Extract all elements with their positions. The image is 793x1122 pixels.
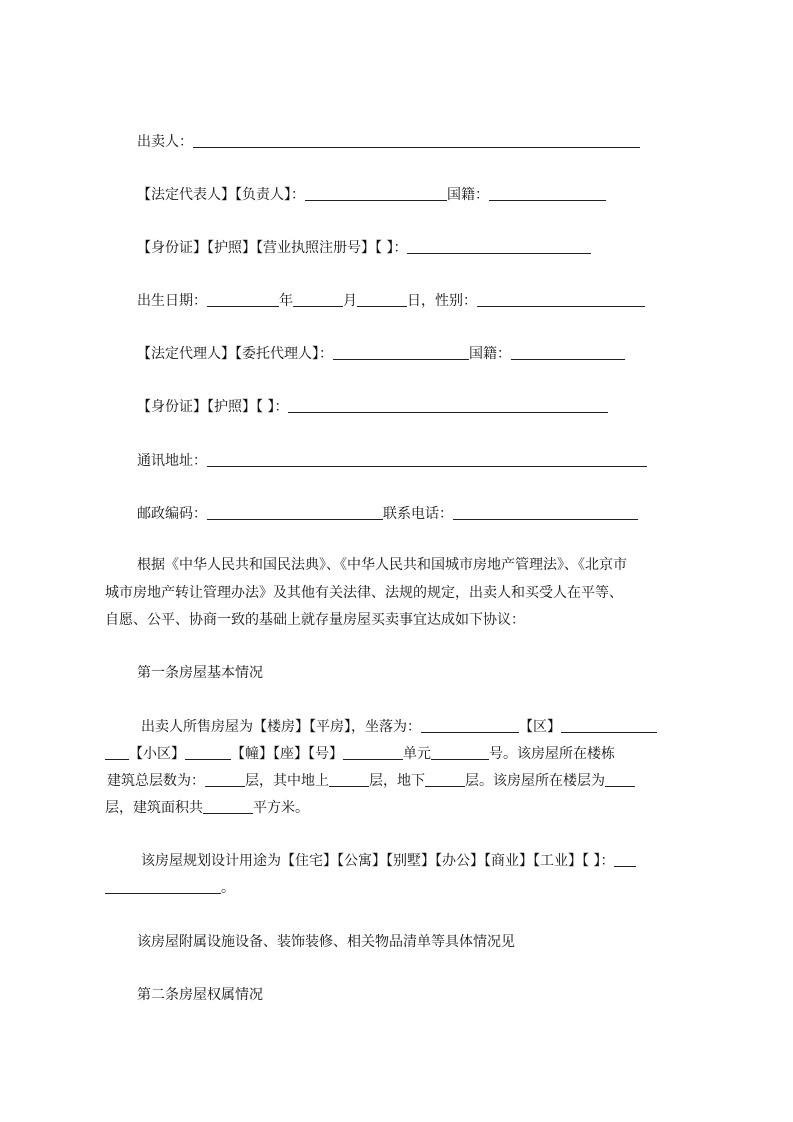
p1-text-e: 单元 (403, 746, 431, 762)
p1-text-i: 层，地下 (369, 773, 425, 789)
article1-p2-line1 (141, 851, 636, 871)
id-doc-line-2 (137, 397, 608, 417)
below-ground-floors-field[interactable] (425, 772, 465, 787)
birth-month-field[interactable] (293, 292, 343, 307)
nationality-field-1[interactable] (489, 186, 606, 201)
preamble-line-3: 自愿、公平、协商一致的基础上就存量房屋买卖事宜达成如下协议： (105, 612, 525, 628)
nationality-label-1: 国籍： (447, 187, 489, 203)
phone-field[interactable] (453, 505, 638, 520)
p2-text-b: 。 (221, 880, 235, 896)
birth-day-field[interactable] (357, 292, 407, 307)
district-field-cont[interactable] (105, 745, 129, 760)
preamble-line-2: 城市房地产转让管理办法》及其他有关法律、法规的规定，出卖人和买受人在平等、 (105, 585, 623, 601)
p2-text-a: 该房屋规划设计用途为【住宅】【公寓】【别墅】【办公】【商业】【工业】【 】： (141, 853, 615, 869)
seller-line (137, 132, 640, 152)
p1-text-d: 【幢】【座】【号】 (231, 746, 343, 762)
agent-label: 【法定代理人】【委托代理人】： (137, 346, 333, 362)
gender-field[interactable] (477, 292, 645, 307)
article1-p1-line3 (107, 771, 635, 791)
agent-field[interactable] (333, 345, 469, 360)
article1-heading: 第一条房屋基本情况 (137, 665, 263, 681)
birth-year-field[interactable] (207, 292, 279, 307)
day-gender-label: 日，性别： (407, 293, 477, 309)
preamble-line-1: 根据《中华人民共和国民法典》、《中华人民共和国城市房地产管理法》、《北京市 (137, 557, 627, 573)
year-label: 年 (279, 293, 293, 309)
p1-text-k: 层，建筑面积共 (105, 800, 203, 816)
article1-p1-line2 (105, 744, 615, 764)
id-doc-label-2: 【身份证】【护照】【 】： (137, 399, 289, 415)
id-doc-line-1 (137, 238, 591, 258)
month-label: 月 (343, 293, 357, 309)
birth-line (137, 291, 645, 311)
nationality-field-2[interactable] (511, 345, 625, 360)
id-doc-field-1[interactable] (407, 239, 591, 254)
p1-text-c: 【小区】 (129, 746, 185, 762)
p1-text-h: 层，其中地上 (245, 773, 329, 789)
id-doc-label-1: 【身份证】【护照】【营业执照注册号】【 】： (137, 240, 408, 256)
phone-label: 联系电话： (383, 506, 453, 522)
postcode-line (137, 504, 638, 524)
p1-text-j: 层。该房屋所在楼层为 (465, 773, 605, 789)
article2-heading: 第二条房屋权属情况 (137, 987, 263, 1003)
community-field[interactable] (185, 745, 231, 760)
birth-label: 出生日期： (137, 293, 207, 309)
seller-name-field[interactable] (193, 133, 640, 148)
above-ground-floors-field[interactable] (329, 772, 369, 787)
legal-rep-label: 【法定代表人】【负责人】： (137, 187, 305, 203)
building-number-field[interactable] (343, 745, 403, 760)
p1-text-g: 建筑总层数为： (107, 773, 205, 789)
p1-text-f: 号。该房屋所在楼栋 (489, 746, 615, 762)
total-floors-field[interactable] (205, 772, 245, 787)
seller-label: 出卖人： (137, 134, 193, 150)
floor-field[interactable] (605, 772, 635, 787)
postcode-field[interactable] (207, 505, 383, 520)
article1-p3: 该房屋附属设施设备、装饰装修、相关物品清单等具体情况见 (137, 934, 515, 950)
legal-rep-line (137, 185, 606, 205)
p1-text-a: 出卖人所售房屋为【楼房】【平房】，坐落为： (141, 719, 421, 735)
usage-field[interactable] (614, 852, 636, 867)
unit-field[interactable] (431, 745, 489, 760)
address-label: 通讯地址： (137, 453, 207, 469)
area-field[interactable] (203, 799, 253, 814)
address-field[interactable] (207, 452, 647, 467)
legal-rep-field[interactable] (305, 186, 447, 201)
p1-text-b: 【区】 (519, 719, 561, 735)
usage-field-cont[interactable] (105, 879, 221, 894)
article1-p1-line4 (105, 798, 309, 818)
postcode-label: 邮政编码： (137, 506, 207, 522)
article1-p1-line1 (141, 717, 657, 737)
p1-text-l: 平方米。 (253, 800, 309, 816)
article1-p2-line2 (105, 878, 235, 898)
address-line (137, 451, 647, 471)
location-field[interactable] (421, 718, 519, 733)
district-field[interactable] (561, 718, 657, 733)
id-doc-field-2[interactable] (288, 398, 608, 413)
agent-line (137, 344, 625, 364)
nationality-label-2: 国籍： (469, 346, 511, 362)
